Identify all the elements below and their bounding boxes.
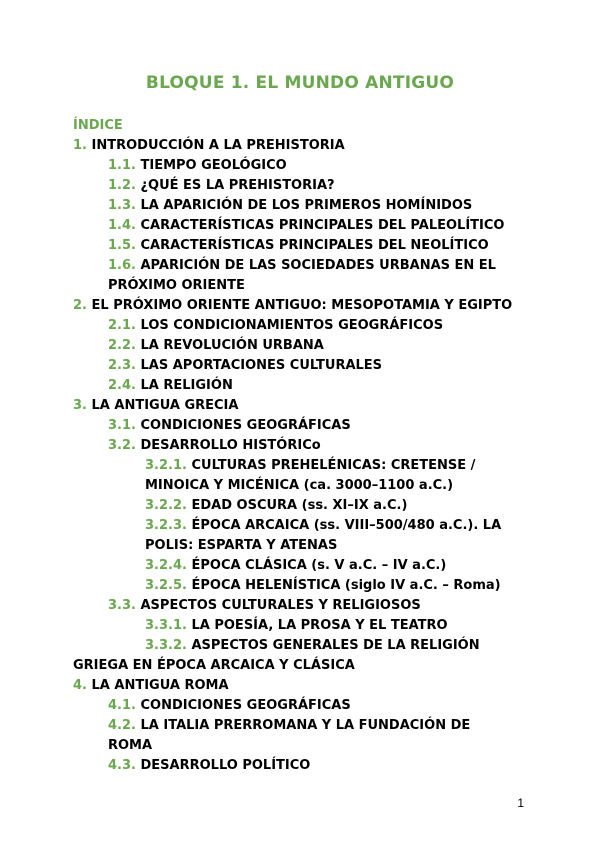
toc-entry[interactable]: 2.4. LA RELIGIÓN <box>108 378 233 393</box>
toc-entry[interactable]: 1. INTRODUCCIÓN A LA PREHISTORIA <box>73 138 345 153</box>
page-number: 1 <box>517 796 524 810</box>
toc-entry[interactable]: 3.3.1. LA POESÍA, LA PROSA Y EL TEATRO <box>145 618 448 633</box>
toc-entry-continuation: POLIS: ESPARTA Y ATENAS <box>145 538 338 553</box>
toc-entry-continuation: PRÓXIMO ORIENTE <box>108 278 245 293</box>
toc-entry[interactable]: 4.2. LA ITALIA PRERROMANA Y LA FUNDACIÓN DE <box>108 718 471 733</box>
index-heading: ÍNDICE <box>73 118 123 133</box>
toc-entry[interactable]: 4. LA ANTIGUA ROMA <box>73 678 229 693</box>
toc-entry[interactable]: 3.2. DESARROLLO HISTÓRICo <box>108 438 321 453</box>
toc-entry[interactable]: 4.3. DESARROLLO POLÍTICO <box>108 758 311 773</box>
toc-entry[interactable]: 3.2.4. ÉPOCA CLÁSICA (s. V a.C. – IV a.C.) <box>145 558 447 573</box>
toc-entry[interactable]: 3. LA ANTIGUA GRECIA <box>73 398 239 413</box>
toc-entry[interactable]: 2.1. LOS CONDICIONAMIENTOS GEOGRÁFICOS <box>108 318 444 333</box>
document-title: BLOQUE 1. EL MUNDO ANTIGUO <box>145 73 455 93</box>
toc-entry-continuation: ROMA <box>108 738 153 753</box>
toc-entry[interactable]: 2.3. LAS APORTACIONES CULTURALES <box>108 358 383 373</box>
toc-entry[interactable]: 3.3. ASPECTOS CULTURALES Y RELIGIOSOS <box>108 598 421 613</box>
toc-entry[interactable]: 3.1. CONDICIONES GEOGRÁFICAS <box>108 418 351 433</box>
toc-entry[interactable]: 1.3. LA APARICIÓN DE LOS PRIMEROS HOMÍNIDOS <box>108 198 473 213</box>
toc-entry[interactable]: 3.3.2. ASPECTOS GENERALES DE LA RELIGIÓN <box>145 638 480 653</box>
toc-entry[interactable]: 1.4. CARACTERÍSTICAS PRINCIPALES DEL PALEOLÍTICO <box>108 218 505 233</box>
toc-entry[interactable]: 1.2. ¿QUÉ ES LA PREHISTORIA? <box>108 178 335 193</box>
toc-entry[interactable]: 2. EL PRÓXIMO ORIENTE ANTIGUO: MESOPOTAMIA Y EGIPTO <box>73 298 513 313</box>
toc-entry[interactable]: 3.2.1. CULTURAS PREHELÉNICAS: CRETENSE / <box>145 458 476 473</box>
toc-entry[interactable]: 1.5. CARACTERÍSTICAS PRINCIPALES DEL NEOLÍTICO <box>108 238 489 253</box>
toc-entry[interactable]: 2.2. LA REVOLUCIÓN URBANA <box>108 338 324 353</box>
toc-entry[interactable]: 1.1. TIEMPO GEOLÓGICO <box>108 158 287 173</box>
toc-entry[interactable]: 3.2.5. ÉPOCA HELENÍSTICA (siglo IV a.C. – Roma) <box>145 578 501 593</box>
toc-entry[interactable]: 4.1. CONDICIONES GEOGRÁFICAS <box>108 698 351 713</box>
toc-entry[interactable]: 3.2.3. ÉPOCA ARCAICA (ss. VIII–500/480 a.C.). LA <box>145 518 502 533</box>
toc-entry[interactable]: 3.2.2. EDAD OSCURA (ss. XI–IX a.C.) <box>145 498 408 513</box>
toc-entry-continuation: MINOICA Y MICÉNICA (ca. 3000–1100 a.C.) <box>145 478 454 493</box>
toc-entry[interactable]: 1.6. APARICIÓN DE LAS SOCIEDADES URBANAS EN EL <box>108 258 496 273</box>
toc-entry-continuation: GRIEGA EN ÉPOCA ARCAICA Y CLÁSICA <box>73 658 355 673</box>
